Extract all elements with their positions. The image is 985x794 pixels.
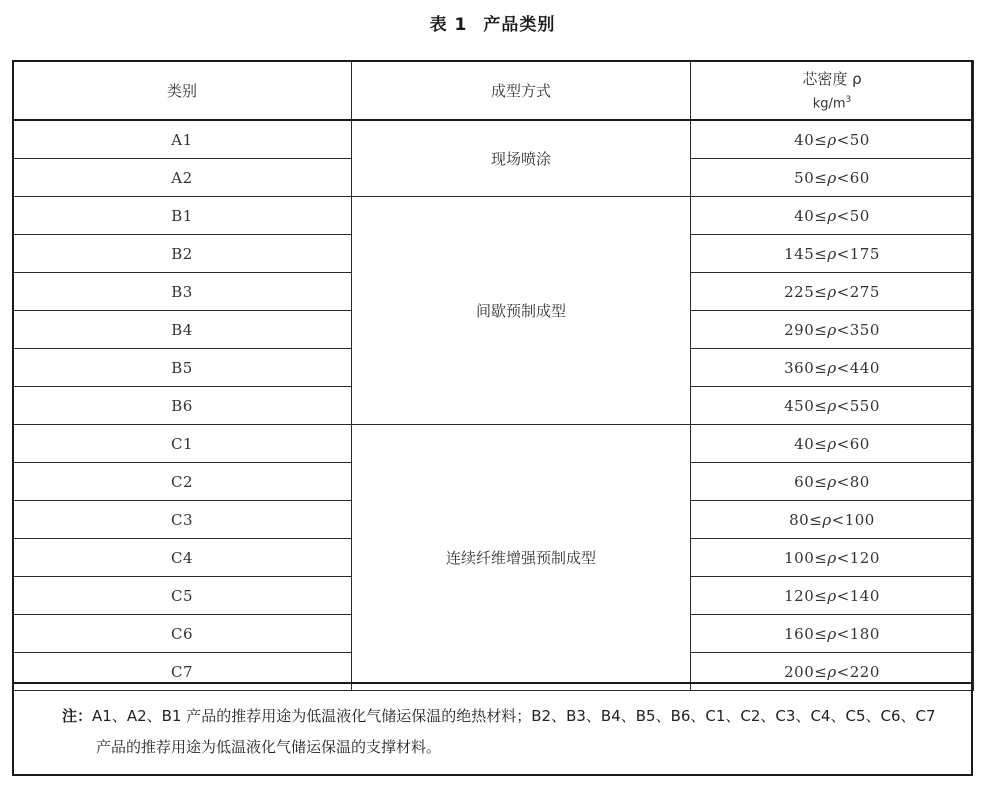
- density-lower: 450: [784, 396, 815, 415]
- category-cell: A1: [13, 120, 352, 159]
- lt-symbol: <: [836, 662, 850, 681]
- density-lower: 40: [794, 206, 815, 225]
- method-cell: 间歇预制成型: [352, 197, 691, 425]
- rho-symbol: ρ: [827, 244, 837, 263]
- note-line-1: A1、A2、B1 产品的推荐用途为低温液化气储运保温的绝热材料；B2、B3、B4、B5、B6、C1、C2、C3、C4、C5、C6、C7: [92, 707, 936, 725]
- le-symbol: ≤: [814, 586, 828, 605]
- lt-symbol: <: [836, 472, 850, 491]
- le-symbol: ≤: [814, 472, 828, 491]
- category-cell: C2: [13, 463, 352, 501]
- le-symbol: ≤: [814, 434, 828, 453]
- category-cell: B1: [13, 197, 352, 235]
- density-upper: 120: [849, 548, 880, 567]
- density-upper: 80: [849, 472, 870, 491]
- lt-symbol: <: [836, 206, 850, 225]
- density-lower: 40: [794, 130, 815, 149]
- le-symbol: ≤: [814, 396, 828, 415]
- rho-symbol: ρ: [827, 662, 837, 681]
- density-upper: 50: [849, 206, 870, 225]
- category-cell: B2: [13, 235, 352, 273]
- density-upper: 60: [849, 168, 870, 187]
- le-symbol: ≤: [814, 130, 828, 149]
- header-category: 类别: [13, 61, 352, 121]
- category-cell: C6: [13, 615, 352, 653]
- table-caption: 产品类别: [483, 15, 556, 35]
- le-symbol: ≤: [814, 320, 828, 339]
- le-symbol: ≤: [814, 358, 828, 377]
- lt-symbol: <: [836, 282, 850, 301]
- table-frame: [12, 60, 973, 776]
- table-number: 表 1: [429, 15, 468, 35]
- density-lower: 100: [784, 548, 815, 567]
- table-title: [0, 10, 985, 35]
- le-symbol: ≤: [814, 624, 828, 643]
- lt-symbol: <: [836, 130, 850, 149]
- le-symbol: ≤: [814, 548, 828, 567]
- category-cell: C4: [13, 539, 352, 577]
- rho-symbol: ρ: [827, 358, 837, 377]
- header-density-unit: $kg/m^3$: [812, 95, 852, 112]
- density-lower: 120: [784, 586, 815, 605]
- lt-symbol: <: [831, 510, 845, 529]
- density-upper: 350: [849, 320, 880, 339]
- density-upper: 550: [849, 396, 880, 415]
- rho-symbol: ρ: [827, 168, 837, 187]
- rho-symbol: ρ: [827, 206, 837, 225]
- header-method: 成型方式: [352, 61, 691, 121]
- density-upper: 100: [844, 510, 875, 529]
- rho-symbol: ρ: [827, 396, 837, 415]
- category-cell: B6: [13, 387, 352, 425]
- lt-symbol: <: [836, 358, 850, 377]
- note-line-2: 产品的推荐用途为低温液化气储运保温的支撑材料。: [96, 738, 442, 756]
- rho-symbol: ρ: [827, 624, 837, 643]
- density-upper: 175: [849, 244, 880, 263]
- density-upper: 220: [849, 662, 880, 681]
- density-lower: 40: [794, 434, 815, 453]
- category-cell: C5: [13, 577, 352, 615]
- lt-symbol: <: [836, 434, 850, 453]
- rho-symbol: ρ: [827, 586, 837, 605]
- le-symbol: ≤: [814, 168, 828, 187]
- density-upper: 60: [849, 434, 870, 453]
- method-cell: 连续纤维增强预制成型: [352, 425, 691, 691]
- lt-symbol: <: [836, 586, 850, 605]
- density-lower: 50: [794, 168, 815, 187]
- category-cell: B3: [13, 273, 352, 311]
- note-label: 注：: [62, 707, 93, 725]
- lt-symbol: <: [836, 168, 850, 187]
- density-lower: 225: [784, 282, 815, 301]
- category-cell: C1: [13, 425, 352, 463]
- category-cell: C3: [13, 501, 352, 539]
- category-cell: A2: [13, 159, 352, 197]
- rho-symbol: ρ: [827, 548, 837, 567]
- density-upper: 440: [849, 358, 880, 377]
- density-upper: 275: [849, 282, 880, 301]
- rho-symbol: ρ: [822, 510, 832, 529]
- density-lower: 360: [784, 358, 815, 377]
- le-symbol: ≤: [814, 662, 828, 681]
- category-cell: B5: [13, 349, 352, 387]
- rho-symbol: ρ: [827, 472, 837, 491]
- method-cell: 现场喷涂: [352, 120, 691, 197]
- rho-symbol: ρ: [827, 130, 837, 149]
- table-note: [62, 701, 962, 763]
- lt-symbol: <: [836, 320, 850, 339]
- rho-symbol: ρ: [827, 434, 837, 453]
- rho-symbol: ρ: [827, 282, 837, 301]
- density-lower: 200: [784, 662, 815, 681]
- density-lower: 60: [794, 472, 815, 491]
- header-density-label: 芯密度 ρ: [802, 70, 862, 89]
- density-lower: 145: [784, 244, 815, 263]
- lt-symbol: <: [836, 624, 850, 643]
- le-symbol: ≤: [809, 510, 823, 529]
- category-cell: C7: [13, 653, 352, 691]
- le-symbol: ≤: [814, 206, 828, 225]
- lt-symbol: <: [836, 396, 850, 415]
- le-symbol: ≤: [814, 244, 828, 263]
- density-lower: 290: [784, 320, 815, 339]
- le-symbol: ≤: [814, 282, 828, 301]
- rho-symbol: ρ: [827, 320, 837, 339]
- category-cell: B4: [13, 311, 352, 349]
- lt-symbol: <: [836, 548, 850, 567]
- density-lower: 80: [789, 510, 810, 529]
- density-lower: 160: [784, 624, 815, 643]
- density-upper: 50: [849, 130, 870, 149]
- density-upper: 180: [849, 624, 880, 643]
- density-upper: 140: [849, 586, 880, 605]
- lt-symbol: <: [836, 244, 850, 263]
